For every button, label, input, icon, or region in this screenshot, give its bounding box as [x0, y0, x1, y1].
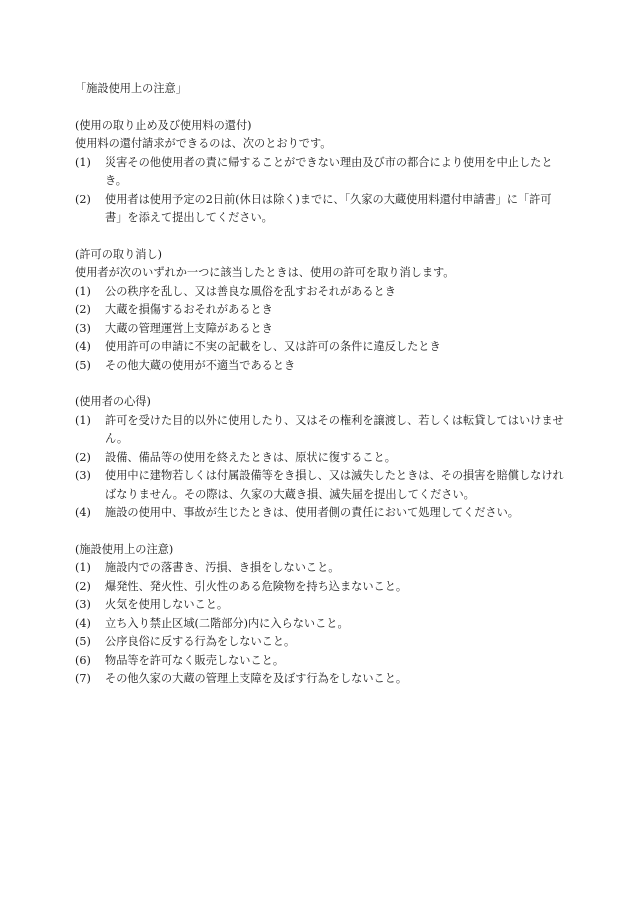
list-item	[75, 357, 565, 376]
item-text: 火気を使用しないこと。	[105, 598, 229, 611]
document-page	[75, 80, 565, 689]
item-text: 公の秩序を乱し、又は善良な風俗を乱すおそれがあるとき	[105, 284, 396, 298]
item-text: 使用者は使用予定の2日前(休日は除く)までに、「久家の大蔵使用料還付申請書」に「許可書」を添えて提出してください。	[105, 192, 552, 224]
list-item	[75, 412, 565, 449]
item-number: (2)	[75, 303, 91, 316]
list-item	[75, 338, 565, 357]
item-number: (1)	[75, 561, 91, 574]
item-number: (1)	[75, 155, 91, 169]
list-item	[75, 633, 565, 652]
list-item	[75, 320, 565, 339]
item-number: (3)	[75, 469, 91, 482]
section-4	[75, 541, 565, 689]
item-list	[75, 154, 565, 228]
list-item	[75, 652, 565, 671]
section-2	[75, 246, 565, 376]
section-intro: 使用料の還付請求ができるのは、次のとおりです。	[75, 137, 332, 150]
item-number: (3)	[75, 321, 91, 335]
section-heading: (使用の取り止め及び使用料の還付)	[75, 118, 252, 132]
item-list	[75, 559, 565, 689]
list-item	[75, 467, 565, 504]
item-number: (3)	[75, 598, 91, 611]
item-number: (5)	[75, 635, 91, 648]
item-number: (4)	[75, 506, 91, 519]
section-heading: (許可の取り消し)	[75, 247, 163, 261]
item-number: (2)	[75, 450, 91, 464]
item-text: 設備、備品等の使用を終えたときは、原状に復すること。	[105, 450, 396, 464]
item-text: 施設内での落書き、汚損、き損をしないこと。	[105, 561, 340, 574]
item-text: 物品等を許可なく販売しないこと。	[105, 653, 285, 667]
item-number: (7)	[75, 672, 91, 685]
list-item	[75, 670, 565, 689]
item-text: 施設の使用中、事故が生じたときは、使用者側の責任において処理してください。	[105, 506, 519, 519]
list-item	[75, 559, 565, 578]
item-list	[75, 412, 565, 523]
item-text: 公序良俗に反する行為をしないこと。	[105, 635, 296, 648]
item-text: 大蔵の管理運営上支障があるとき	[105, 321, 273, 335]
list-item	[75, 504, 565, 523]
sections-container	[75, 117, 565, 689]
item-number: (2)	[75, 192, 91, 206]
item-text: その他大蔵の使用が不適当であるとき	[105, 358, 296, 372]
item-number: (6)	[75, 653, 91, 667]
item-number: (2)	[75, 579, 91, 593]
item-text: その他久家の大蔵の管理上支障を及ぼす行為をしないこと。	[105, 672, 408, 685]
list-item	[75, 154, 565, 191]
item-number: (4)	[75, 340, 91, 353]
item-text: 使用許可の申請に不実の記載をし、又は許可の条件に違反したとき	[105, 340, 441, 353]
item-text: 立ち入り禁止区域(二階部分)内に入らないこと。	[105, 616, 349, 630]
item-list	[75, 283, 565, 376]
section-3	[75, 393, 565, 523]
item-text: 爆発性、発火性、引火性のある危険物を持ち込まないこと。	[105, 579, 408, 593]
list-item	[75, 449, 565, 468]
document-title: 「施設使用上の注意」	[75, 82, 187, 95]
item-number: (1)	[75, 284, 91, 298]
item-number: (5)	[75, 358, 91, 372]
list-item	[75, 301, 565, 320]
list-item	[75, 283, 565, 302]
item-text: 大蔵を損傷するおそれがあるとき	[105, 303, 273, 316]
item-text: 使用中に建物若しくは付属設備等をき損し、又は滅失したときは、その損害を賠償しなければなりません。その際は、久家の大蔵き損、滅失届を提出してください。	[105, 469, 564, 501]
list-item	[75, 191, 565, 228]
item-number: (1)	[75, 413, 91, 427]
item-number: (4)	[75, 616, 91, 630]
section-intro: 使用者が次のいずれか一つに該当したときは、使用の許可を取り消します。	[75, 266, 455, 279]
list-item	[75, 578, 565, 597]
section-1	[75, 117, 565, 228]
list-item	[75, 596, 565, 615]
section-heading: (施設使用上の注意)	[75, 542, 174, 556]
section-heading: (使用者の心得)	[75, 395, 151, 408]
item-text: 災害その他使用者の責に帰することができない理由及び市の都合により使用を中止したとき。	[105, 155, 553, 187]
list-item	[75, 615, 565, 634]
item-text: 許可を受けた目的以外に使用したり、又はその権利を譲渡し、若しくは転貸してはいけません。	[105, 413, 564, 445]
